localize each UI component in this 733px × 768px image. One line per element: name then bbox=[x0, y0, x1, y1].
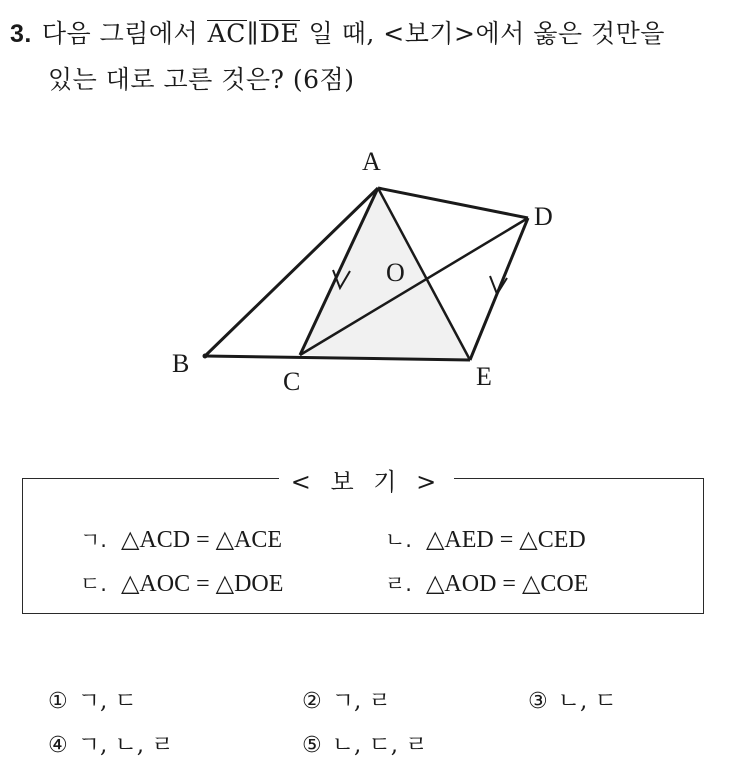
condition-text: △AOC = △DOE bbox=[120, 571, 284, 597]
condition-text: △ACD = △ACE bbox=[120, 527, 283, 553]
condition-text: △AOD = △COE bbox=[425, 571, 589, 597]
bogi-title-row bbox=[0, 462, 733, 497]
choice-number: ② bbox=[302, 689, 322, 714]
answer-choice-4[interactable] bbox=[48, 726, 174, 759]
choice-number: ④ bbox=[48, 733, 68, 758]
question-line-2: 있는 대로 고른 것은? (6점) bbox=[48, 65, 355, 94]
condition-item bbox=[80, 524, 282, 554]
edge-ad bbox=[378, 188, 528, 218]
question-number: 3. bbox=[10, 20, 32, 48]
condition-marker: ㄱ. bbox=[80, 528, 107, 552]
segment-de: DE bbox=[259, 19, 300, 48]
condition-text: △AED = △CED bbox=[425, 527, 586, 553]
label-a: A bbox=[362, 147, 381, 176]
choice-number: ⑤ bbox=[302, 733, 322, 758]
condition-item bbox=[385, 524, 586, 554]
question-text-part1: 다음 그림에서 bbox=[41, 19, 199, 48]
choice-number: ① bbox=[48, 689, 68, 714]
condition-marker: ㄹ. bbox=[385, 572, 412, 596]
answer-choice-3[interactable] bbox=[528, 682, 617, 715]
condition-item bbox=[385, 568, 588, 598]
label-b: B bbox=[172, 349, 190, 378]
question-text-part2: 일 때, <보기>에서 옳은 것만을 bbox=[308, 19, 665, 48]
choice-text: ㄴ, ㄷ, ㄹ bbox=[331, 732, 428, 758]
label-d: D bbox=[534, 202, 553, 231]
label-c: C bbox=[283, 367, 301, 396]
parallel-symbol: ∥ bbox=[246, 19, 259, 48]
shaded-triangle bbox=[300, 188, 470, 360]
condition-item bbox=[80, 568, 283, 598]
choice-text: ㄱ, ㄴ, ㄹ bbox=[77, 732, 174, 758]
choice-text: ㄱ, ㄹ bbox=[331, 688, 391, 714]
choice-number: ③ bbox=[528, 689, 548, 714]
segment-ac: AC bbox=[207, 19, 246, 48]
answer-choice-1[interactable] bbox=[48, 682, 137, 715]
bogi-title: < 보 기 > bbox=[279, 468, 454, 496]
vertex-b-dot bbox=[203, 354, 208, 359]
condition-marker: ㄴ. bbox=[385, 528, 412, 552]
label-o: O bbox=[386, 258, 405, 287]
choice-text: ㄴ, ㄷ bbox=[557, 688, 617, 714]
label-e: E bbox=[476, 362, 492, 391]
answer-choice-5[interactable] bbox=[302, 726, 428, 759]
answer-choice-2[interactable] bbox=[302, 682, 391, 715]
choice-text: ㄱ, ㄷ bbox=[77, 688, 137, 714]
condition-marker: ㄷ. bbox=[80, 572, 107, 596]
